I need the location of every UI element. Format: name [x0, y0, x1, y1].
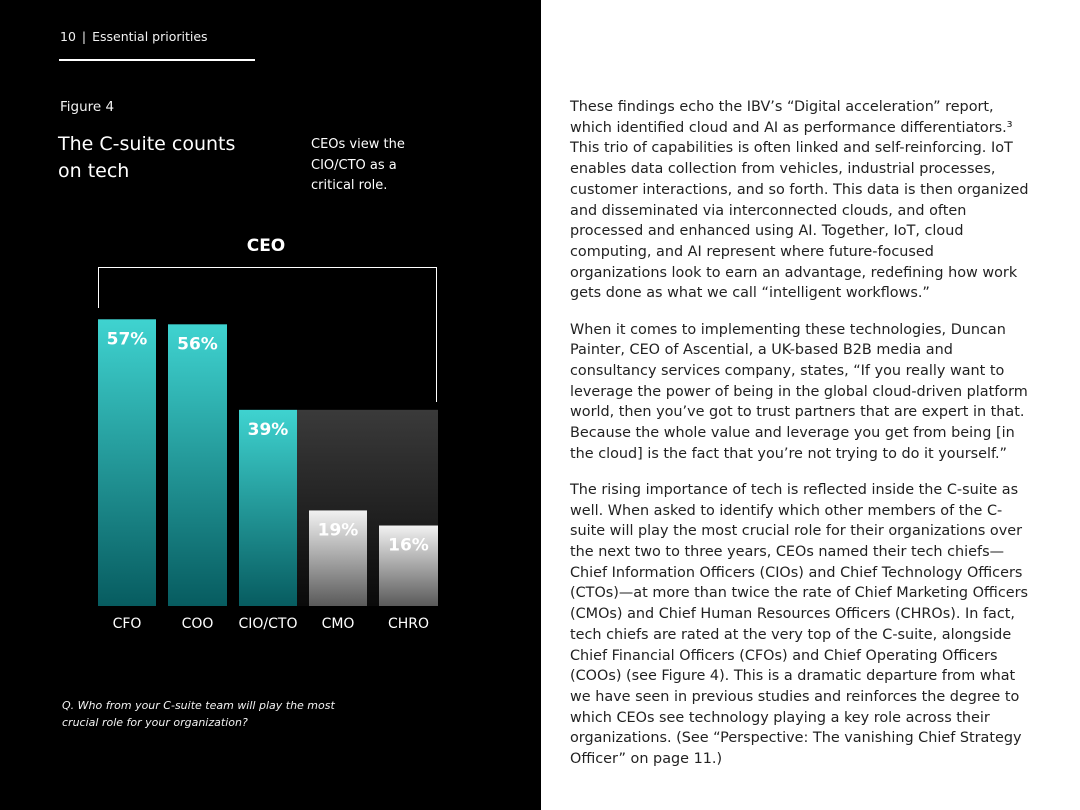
bar-value-label: 57% — [106, 329, 148, 350]
section-title: Essential priorities — [92, 29, 208, 44]
bar-value-label: 56% — [177, 334, 218, 355]
body-paragraph-1: These findings echo the IBV’s “Digital acceleration” report, which identified cloud and AI as performance differentiators.³ This trio of capabilities is often linked and self-reinforcing. IoT enables data collection from vehicles, industrial processes, customer interactions, and so forth. This data is then organized and disseminated via interconnected clouds, and often processed and enhanced using AI. Together, IoT, cloud computing, and AI represent where future-focused organizations look to earn an advantage, redefining how work gets done as what we call “intelligent workflows.” — [570, 99, 1029, 302]
chart-title: CEO — [246, 236, 286, 256]
page-number: 10 — [60, 29, 76, 44]
bar-chart — [0, 0, 541, 680]
bar-value-label: 39% — [247, 419, 289, 440]
body-paragraph-2: When it comes to implementing these technologies, Duncan Painter, CEO of Ascential, a UK-based B2B media and consultancy services company, states, “If you really want to leverage the power of being in the global cloud-driven platform world, then you’ve got to trust partners that are expert in that. Because the whole value and leverage you get from being [in the cloud] is the fact that you’re not trying to do it yourself.” — [570, 321, 1028, 462]
category-label: CHRO — [387, 616, 430, 632]
category-label: CIO/CTO — [238, 616, 298, 632]
header-separator: | — [81, 29, 87, 44]
category-label: COO — [181, 616, 214, 632]
body-paragraph-3: The rising importance of tech is reflected inside the C-suite as well. When asked to identify which other members of the C-suite will play the most crucial role for their organizations over the next two to three years, CEOs named their tech chiefs—Chief Information Officers (CIOs) and Chief Technology Officers (CTOs)—at more than twice the rate of Chief Marketing Officers (CMOs) and Chief Human Resources Officers (CHROs). In fact, tech chiefs are rated at the very top of the C-suite, alongside Chief Financial Officers (CFOs) and Chief Operating Officers (COOs) (see Figure 4). This is a dramatic departure from what we have seen in previous studies and reinforces the degree to which CEOs see technology playing a key role across their organizations. (See “Perspective: The vanishing Chief Strategy Officer” on page 11.) — [570, 481, 1029, 768]
figure-title: The C-suite counts on tech — [58, 133, 236, 182]
bar-coo — [168, 324, 227, 606]
bar-cfo — [98, 319, 156, 606]
category-label: CMO — [321, 616, 355, 632]
survey-question: Q. Who from your C-suite team will play the most crucial role for your organization? — [62, 699, 335, 729]
figure-note: CEOs view the CIO/CTO as a critical role. — [311, 137, 405, 193]
category-label: CFO — [112, 616, 142, 632]
bar-value-label: 16% — [388, 535, 429, 556]
body-text — [570, 97, 1030, 785]
bar-value-label: 19% — [317, 520, 359, 541]
figure-label: Figure 4 — [60, 99, 115, 115]
